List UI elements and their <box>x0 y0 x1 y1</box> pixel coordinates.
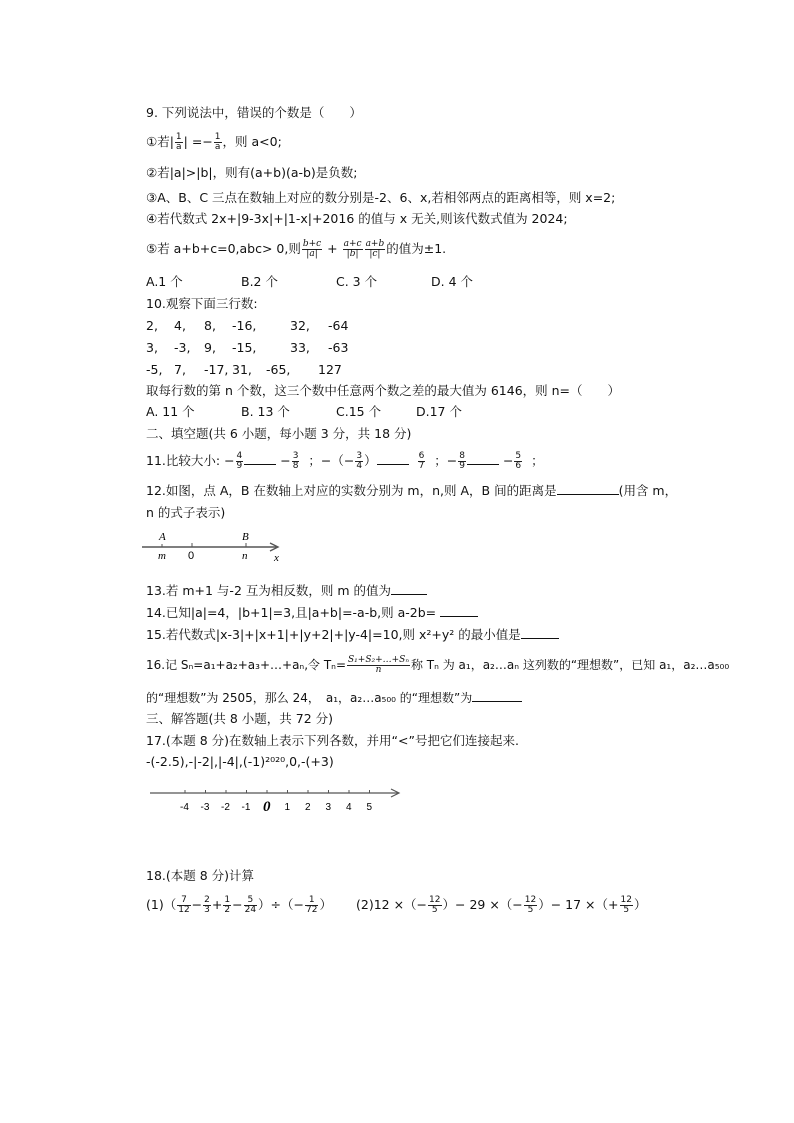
q12-label-n: n <box>242 550 248 562</box>
q9-statement-1: ①若| $\frac{1}{a}$ | =− $\frac{1}{a}$ ，则 a<0; <box>146 132 282 152</box>
q17-tick-label: 5 <box>366 802 373 813</box>
q15-line: 15.若代数式|x-3|+|x+1|+|y+2|+|y-4|=10,则 x²+y² 的最小值是 <box>146 627 559 643</box>
q9-statement-4: ④若代数式 2x+|9-3x|+|1-x|+2016 的值与 x 无关,则该代数式值为 2024; <box>146 211 568 226</box>
q10-question: 取每行数的第 n 个数，这三个数中任意两个数之差的最大值为 6146，则 n=（ ） <box>146 383 621 398</box>
q9-options <box>146 274 526 290</box>
q10-row-1: 2, 4, 8, -16, 32, -64 <box>146 318 349 333</box>
q12-label-m: m <box>158 550 166 562</box>
q10-option-d: D.17 个 <box>416 404 462 419</box>
q9-statement-2: ②若|a|>|b|，则有(a+b)(a-b)是负数; <box>146 165 358 180</box>
q9-option-b: B.2 个 <box>241 274 278 289</box>
q12-line-1: 12.如图，点 A，B 在数轴上对应的实数分别为 m，n,则 A，B 间的距离是 (用含 m， <box>146 483 678 498</box>
q10-option-b: B. 13 个 <box>241 404 290 419</box>
q14-line: 14.已知|a|=4，|b+1|=3,且|a+b|=-a-b,则 a-2b= <box>146 605 478 621</box>
q12-number-line <box>140 526 290 566</box>
q15-blank[interactable] <box>521 627 559 639</box>
q12-label-a: A <box>159 531 166 543</box>
q12-label-x: x <box>274 552 279 564</box>
q16-line-1: 16.记 Sₙ=a₁+a₂+a₃+…+aₙ,令 Tₙ= $\frac{\text{S₁+S₂+…+Sₙ}}{n}$ 称 Tₙ 为 a₁，a₂…aₙ 这列数的“理想数”，已知 a₁，a₂…a₅₀₀ <box>146 655 730 675</box>
q17-tick-label: 2 <box>305 802 311 813</box>
q9-statement-3: ③A、B、C 三点在数轴上对应的数分别是-2、6、x,若相邻两点的距离相等，则 x=2; <box>146 190 616 205</box>
q12-blank[interactable] <box>557 483 619 495</box>
q17-stem: 17.(本题 8 分)在数轴上表示下列各数，并用“<”号把它们连接起来. <box>146 733 519 748</box>
q14-blank[interactable] <box>440 605 478 617</box>
q10-row-2: 3, -3, 9, -15, 33, -63 <box>146 340 349 355</box>
section-2-heading: 二、填空题(共 6 小题，每小题 3 分，共 18 分) <box>146 426 412 441</box>
q17-tick-label: -3 <box>200 802 210 813</box>
q13-blank[interactable] <box>391 583 427 595</box>
q16-blank[interactable] <box>472 690 522 702</box>
q17-tick-label: -2 <box>221 802 230 813</box>
q9-statement-5: ⑤若 a+b+c=0,abc> 0,则 $\frac{b+c}{|a|}$ + $\frac{a+c}{|b|}$ $\frac{a+b}{|c|}$ 的值为±1. <box>146 239 447 259</box>
q16-line-2: 的“理想数”为 2505，那么 24， a₁，a₂…a₅₀₀ 的“理想数”为 <box>146 690 522 706</box>
q9-stem: 9. 下列说法中，错误的个数是（ ） <box>146 105 362 120</box>
q9-option-c: C. 3 个 <box>336 274 378 289</box>
q9-option-a: A.1 个 <box>146 274 183 289</box>
q17-number-line <box>150 782 410 818</box>
q12-label-zero: 0 <box>188 550 195 562</box>
q12-line-2: n 的式子表示) <box>146 505 226 520</box>
q9-option-d: D. 4 个 <box>431 274 473 289</box>
q17-tick-label: -1 <box>241 802 251 813</box>
q10-option-c: C.15 个 <box>336 404 382 419</box>
q17-numbers: -(-2.5),-|-2|,|-4|,(-1)²⁰²⁰,0,-(+3) <box>146 754 334 769</box>
q10-row-3: -5, 7, -17, 31, -65, 127 <box>146 362 342 377</box>
q11-blank-3[interactable] <box>467 453 499 465</box>
q11-line: 11.比较大小: − $\frac{4}{9}$ − $\frac{3}{8}$ ；−（− $\frac{3}{4}$ ） $\frac{6}{7}$ ；− $\frac{8}{9}$ − $\frac{5}{6}$ ； <box>146 451 544 471</box>
q13-line: 13.若 m+1 与-2 互为相反数，则 m 的值为 <box>146 583 427 599</box>
q17-tick-label: 0 <box>263 799 271 815</box>
q17-tick-label: 4 <box>346 802 352 813</box>
q17-tick-label: 3 <box>325 802 332 813</box>
q11-blank-1[interactable] <box>244 453 276 465</box>
q10-options <box>146 404 511 420</box>
q17-tick-label: 1 <box>284 802 291 813</box>
section-3-heading: 三、解答题(共 8 小题，共 72 分) <box>146 711 334 726</box>
q18-part-2: (2)12 ×（− $\frac{12}{5}$ ）− 29 ×（− $\frac{12}{5}$ ）− 17 ×（+ $\frac{12}{5}$ ） <box>356 895 647 915</box>
q17-tick-label: -4 <box>180 802 189 813</box>
q10-option-a: A. 11 个 <box>146 404 195 419</box>
q18-part-1: (1)（ $\frac{7}{12}$ − $\frac{2}{3}$ + $\frac{1}{2}$ − $\frac{5}{24}$ ）÷（− $\frac{1}{72}$ ） <box>146 895 332 915</box>
q12-label-b: B <box>242 531 249 543</box>
q18-stem: 18.(本题 8 分)计算 <box>146 868 255 883</box>
q11-blank-2[interactable] <box>377 453 409 465</box>
q10-stem: 10.观察下面三行数: <box>146 296 258 311</box>
